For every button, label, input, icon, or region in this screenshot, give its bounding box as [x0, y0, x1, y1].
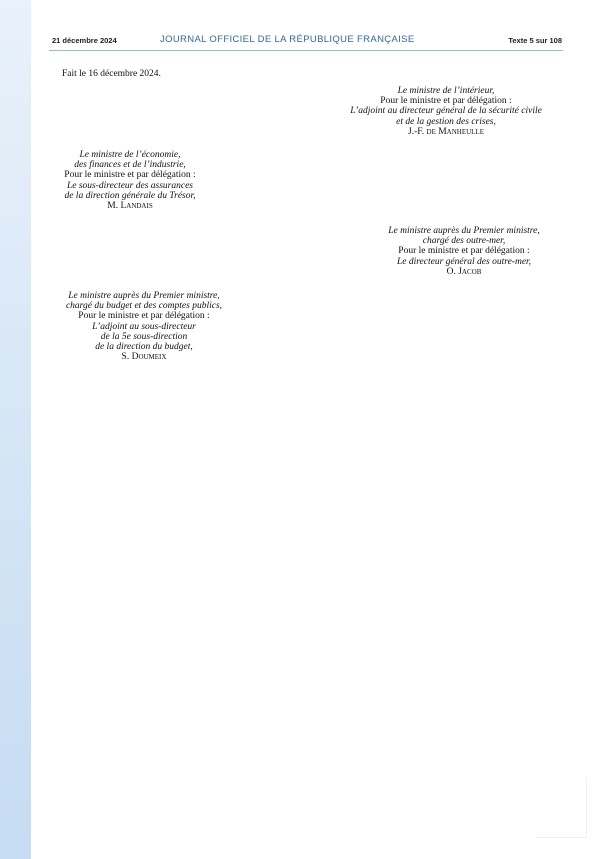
signature-block-economie — [48, 150, 212, 211]
signatory-role: Le directeur général des outre-mer, — [396, 256, 532, 267]
left-margin-band — [0, 0, 31, 859]
delegation-line: Pour le ministre et par délégation : — [64, 170, 196, 181]
minister-title: Le ministre de l’économie, — [79, 150, 181, 160]
signatory-role: de la direction du budget, — [95, 342, 193, 353]
signatory-name: O. Jacob — [446, 266, 482, 277]
header-date: 21 décembre 2024 — [52, 36, 117, 45]
journal-title: JOURNAL OFFICIEL DE LA RÉPUBLIQUE FRANÇAISE — [160, 34, 415, 45]
page-number: Texte 5 sur 108 — [508, 36, 562, 45]
minister-title: Le ministre de l’intérieur, — [397, 86, 495, 96]
minister-title: des finances et de l’industrie, — [74, 160, 186, 171]
signatory-role: L’adjoint au directeur général de la sécurité civile — [350, 106, 542, 117]
signatory-role: de la direction générale du Trésor, — [64, 190, 196, 201]
signature-date: Fait le 16 décembre 2024. — [62, 69, 161, 79]
minister-title: Le ministre auprès du Premier ministre, — [68, 291, 220, 301]
signatory-role: Le sous-directeur des assurances — [66, 180, 194, 191]
minister-title: Le ministre auprès du Premier ministre, — [388, 226, 540, 236]
signature-block-interieur — [330, 86, 562, 137]
delegation-line: Pour le ministre et par délégation : — [78, 311, 210, 322]
signatory-role: et de la gestion des crises, — [396, 116, 496, 127]
delegation-line: Pour le ministre et par délégation : — [380, 96, 512, 107]
signatory-name: M. Landais — [107, 201, 153, 212]
signatory-role: de la 5e sous-direction — [100, 331, 188, 342]
minister-title: chargé des outre-mer, — [422, 236, 506, 247]
signature-block-outre-mer — [366, 226, 562, 277]
corner-mark — [536, 777, 587, 838]
delegation-line: Pour le ministre et par délégation : — [398, 246, 530, 257]
page-header — [49, 30, 563, 51]
signature-block-budget — [48, 291, 240, 362]
signatory-name: J.-F. de Manheulle — [408, 126, 484, 137]
signatory-name: S. Doumeix — [121, 352, 167, 363]
signatory-role: L’adjoint au sous-directeur — [92, 321, 196, 332]
minister-title: chargé du budget et des comptes publics, — [65, 301, 223, 312]
